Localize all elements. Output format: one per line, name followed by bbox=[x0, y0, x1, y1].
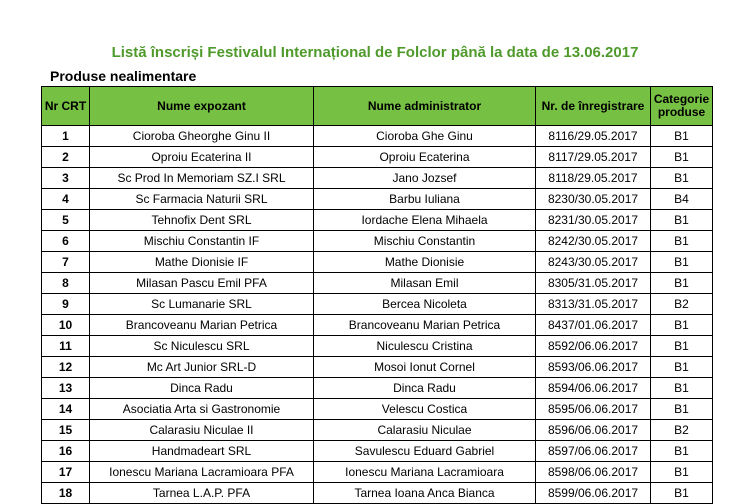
cell-nume-expozant: Asociatia Arta si Gastronomie bbox=[90, 399, 314, 420]
cell-nume-administrator: Cioroba Ghe Ginu bbox=[314, 126, 536, 147]
cell-categorie: B4 bbox=[651, 189, 713, 210]
cell-nr: 9 bbox=[42, 294, 90, 315]
table-row bbox=[42, 399, 713, 420]
cell-nume-administrator: Jano Jozsef bbox=[314, 168, 536, 189]
cell-categorie: B1 bbox=[651, 483, 713, 504]
cell-categorie: B1 bbox=[651, 399, 713, 420]
table-row bbox=[42, 420, 713, 441]
cell-nume-expozant: Mathe Dionisie IF bbox=[90, 252, 314, 273]
cell-nr: 11 bbox=[42, 336, 90, 357]
cell-nr-inregistrare: 8242/30.05.2017 bbox=[536, 231, 651, 252]
cell-nume-expozant: Brancoveanu Marian Petrica bbox=[90, 315, 314, 336]
cell-nr-inregistrare: 8599/06.06.2017 bbox=[536, 483, 651, 504]
cell-categorie: B1 bbox=[651, 273, 713, 294]
cell-categorie: B1 bbox=[651, 252, 713, 273]
table-row bbox=[42, 189, 713, 210]
cell-nume-administrator: Niculescu Cristina bbox=[314, 336, 536, 357]
cell-categorie: B1 bbox=[651, 147, 713, 168]
cell-nume-expozant: Calarasiu Niculae II bbox=[90, 420, 314, 441]
cell-nr: 17 bbox=[42, 462, 90, 483]
cell-categorie: B1 bbox=[651, 441, 713, 462]
cell-nr: 5 bbox=[42, 210, 90, 231]
cell-nume-expozant: Sc Lumanarie SRL bbox=[90, 294, 314, 315]
cell-nr-inregistrare: 8305/31.05.2017 bbox=[536, 273, 651, 294]
cell-nume-administrator: Oproiu Ecaterina bbox=[314, 147, 536, 168]
cell-nr: 10 bbox=[42, 315, 90, 336]
header-nr-inregistrare: Nr. de înregistrare bbox=[536, 87, 651, 126]
cell-nume-expozant: Handmadeart SRL bbox=[90, 441, 314, 462]
cell-nr-inregistrare: 8243/30.05.2017 bbox=[536, 252, 651, 273]
cell-nume-administrator: Mischiu Constantin bbox=[314, 231, 536, 252]
table-row bbox=[42, 294, 713, 315]
cell-categorie: B2 bbox=[651, 420, 713, 441]
cell-nr-inregistrare: 8437/01.06.2017 bbox=[536, 315, 651, 336]
cell-nr-inregistrare: 8598/06.06.2017 bbox=[536, 462, 651, 483]
header-categorie-produse: Categorie produse bbox=[651, 87, 713, 126]
cell-nr-inregistrare: 8116/29.05.2017 bbox=[536, 126, 651, 147]
registrations-table bbox=[41, 86, 713, 504]
cell-nr: 14 bbox=[42, 399, 90, 420]
cell-nume-expozant: Dinca Radu bbox=[90, 378, 314, 399]
cell-nr: 15 bbox=[42, 420, 90, 441]
cell-categorie: B1 bbox=[651, 210, 713, 231]
table-row bbox=[42, 315, 713, 336]
cell-nr: 12 bbox=[42, 357, 90, 378]
table-row bbox=[42, 336, 713, 357]
table-row bbox=[42, 126, 713, 147]
cell-nume-expozant: Tarnea L.A.P. PFA bbox=[90, 483, 314, 504]
table-row bbox=[42, 252, 713, 273]
cell-nr-inregistrare: 8313/31.05.2017 bbox=[536, 294, 651, 315]
table-row bbox=[42, 483, 713, 504]
cell-nr: 6 bbox=[42, 231, 90, 252]
table-row bbox=[42, 441, 713, 462]
table-row bbox=[42, 168, 713, 189]
table-header-row bbox=[42, 87, 713, 126]
cell-nr-inregistrare: 8597/06.06.2017 bbox=[536, 441, 651, 462]
header-nume-administrator: Nume administrator bbox=[314, 87, 536, 126]
table-row bbox=[42, 462, 713, 483]
table-row bbox=[42, 378, 713, 399]
cell-nume-expozant: Ionescu Mariana Lacramioara PFA bbox=[90, 462, 314, 483]
cell-nr: 1 bbox=[42, 126, 90, 147]
cell-categorie: B1 bbox=[651, 231, 713, 252]
cell-nr-inregistrare: 8595/06.06.2017 bbox=[536, 399, 651, 420]
cell-nume-administrator: Tarnea Ioana Anca Bianca bbox=[314, 483, 536, 504]
cell-nume-administrator: Velescu Costica bbox=[314, 399, 536, 420]
cell-nume-expozant: Oproiu Ecaterina II bbox=[90, 147, 314, 168]
table-row bbox=[42, 210, 713, 231]
cell-nume-administrator: Calarasiu Niculae bbox=[314, 420, 536, 441]
cell-nume-expozant: Cioroba Gheorghe Ginu II bbox=[90, 126, 314, 147]
cell-nume-administrator: Bercea Nicoleta bbox=[314, 294, 536, 315]
cell-nr-inregistrare: 8230/30.05.2017 bbox=[536, 189, 651, 210]
cell-nr: 16 bbox=[42, 441, 90, 462]
cell-nume-expozant: Mc Art Junior SRL-D bbox=[90, 357, 314, 378]
cell-nume-administrator: Milasan Emil bbox=[314, 273, 536, 294]
cell-nr-inregistrare: 8117/29.05.2017 bbox=[536, 147, 651, 168]
cell-categorie: B2 bbox=[651, 294, 713, 315]
cell-nr-inregistrare: 8593/06.06.2017 bbox=[536, 357, 651, 378]
cell-nr-inregistrare: 8118/29.05.2017 bbox=[536, 168, 651, 189]
cell-categorie: B1 bbox=[651, 168, 713, 189]
table-row bbox=[42, 147, 713, 168]
cell-nume-expozant: Mischiu Constantin IF bbox=[90, 231, 314, 252]
cell-categorie: B1 bbox=[651, 378, 713, 399]
cell-nume-administrator: Savulescu Eduard Gabriel bbox=[314, 441, 536, 462]
cell-nr: 7 bbox=[42, 252, 90, 273]
cell-categorie: B1 bbox=[651, 126, 713, 147]
table-row bbox=[42, 273, 713, 294]
cell-nume-expozant: Sc Farmacia Naturii SRL bbox=[90, 189, 314, 210]
cell-nume-administrator: Iordache Elena Mihaela bbox=[314, 210, 536, 231]
cell-nume-expozant: Milasan Pascu Emil PFA bbox=[90, 273, 314, 294]
cell-categorie: B1 bbox=[651, 315, 713, 336]
cell-nr-inregistrare: 8594/06.06.2017 bbox=[536, 378, 651, 399]
cell-nr-inregistrare: 8592/06.06.2017 bbox=[536, 336, 651, 357]
cell-nr: 2 bbox=[42, 147, 90, 168]
cell-categorie: B1 bbox=[651, 462, 713, 483]
cell-nume-administrator: Dinca Radu bbox=[314, 378, 536, 399]
cell-nr-inregistrare: 8596/06.06.2017 bbox=[536, 420, 651, 441]
cell-nr: 18 bbox=[42, 483, 90, 504]
cell-nr: 13 bbox=[42, 378, 90, 399]
cell-nr-inregistrare: 8231/30.05.2017 bbox=[536, 210, 651, 231]
cell-nume-expozant: Sc Prod In Memoriam SZ.I SRL bbox=[90, 168, 314, 189]
cell-nr: 8 bbox=[42, 273, 90, 294]
section-heading: Produse nealimentare bbox=[50, 68, 197, 84]
cell-nume-administrator: Mathe Dionisie bbox=[314, 252, 536, 273]
cell-nume-expozant: Tehnofix Dent SRL bbox=[90, 210, 314, 231]
table-row bbox=[42, 231, 713, 252]
table-row bbox=[42, 357, 713, 378]
header-nr-crt: Nr CRT bbox=[42, 87, 90, 126]
cell-categorie: B1 bbox=[651, 336, 713, 357]
cell-nr: 3 bbox=[42, 168, 90, 189]
cell-nume-administrator: Brancoveanu Marian Petrica bbox=[314, 315, 536, 336]
cell-nume-administrator: Ionescu Mariana Lacramioara bbox=[314, 462, 536, 483]
header-nume-expozant: Nume expozant bbox=[90, 87, 314, 126]
cell-nume-administrator: Barbu Iuliana bbox=[314, 189, 536, 210]
cell-nume-administrator: Mosoi Ionut Cornel bbox=[314, 357, 536, 378]
document-title: Listă înscriși Festivalul Internațional de Folclor până la data de 13.06.2017 bbox=[111, 44, 639, 61]
cell-categorie: B1 bbox=[651, 357, 713, 378]
cell-nr: 4 bbox=[42, 189, 90, 210]
cell-nume-expozant: Sc Niculescu SRL bbox=[90, 336, 314, 357]
